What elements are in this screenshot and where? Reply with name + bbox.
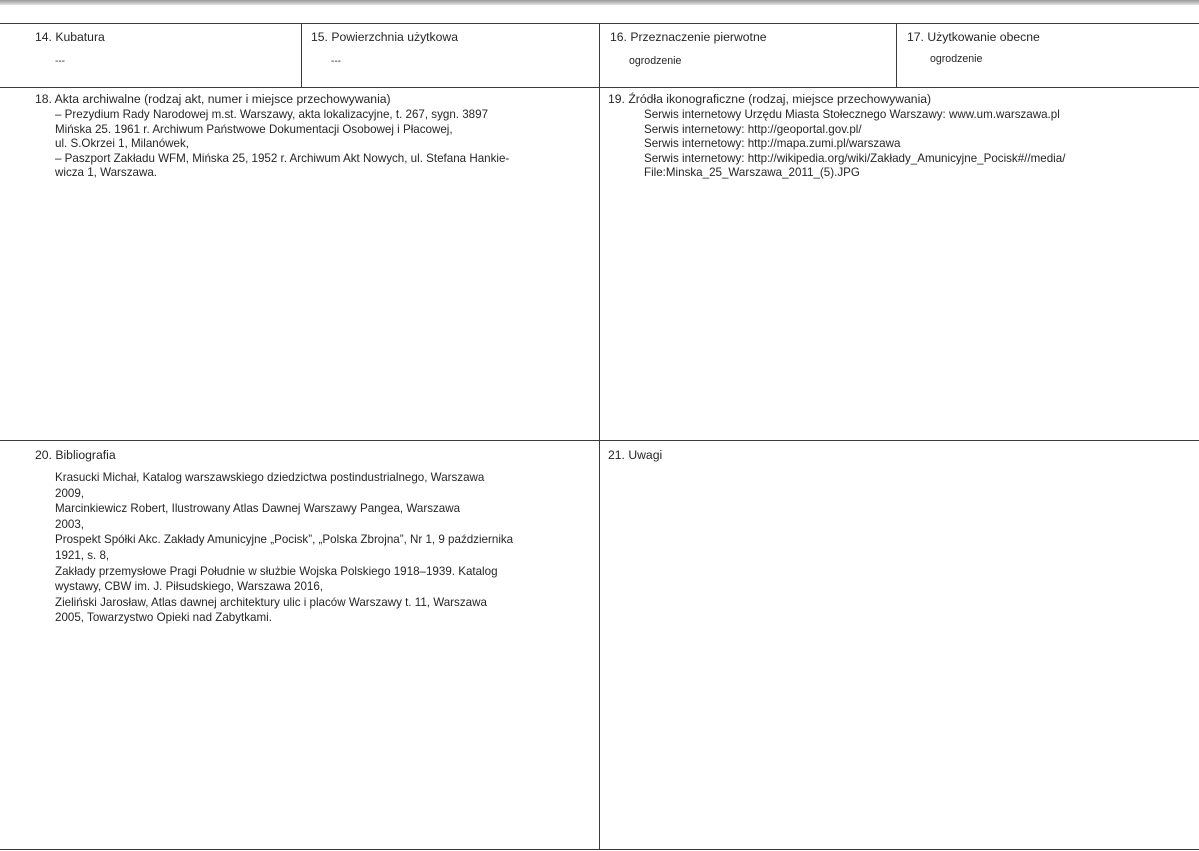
zrodla-line: File:Minska_25_Warszawa_2011_(5).JPG <box>644 166 860 180</box>
field-akta-archiwalne <box>0 88 599 440</box>
zrodla-line: Serwis internetowy: http://geoportal.gov.pl/ <box>644 122 862 136</box>
field-bibliografia-text <box>55 470 513 626</box>
bibliografia-line: Zieliński Jarosław, Atlas dawnej architektury ulic i placów Warszawy t. 11, Warszawa <box>55 595 487 609</box>
akta-line: ul. S.Okrzei 1, Milanówek, <box>55 137 190 151</box>
bibliografia-line: Marcinkiewicz Robert, Ilustrowany Atlas Dawnej Warszawy Pangea, Warszawa <box>55 502 461 516</box>
field-powierzchnia-label: 15. Powierzchnia użytkowa <box>311 30 458 44</box>
field-kubatura-label: 14. Kubatura <box>35 30 105 44</box>
akta-line: wicza 1, Warszawa. <box>55 166 158 180</box>
bibliografia-line: 2005, Towarzystwo Opieki nad Zabytkami. <box>55 611 272 625</box>
field-akta-text <box>55 108 509 181</box>
bibliografia-line: 1921, s. 8, <box>55 548 110 562</box>
zrodla-line: Serwis internetowy Urzędu Miasta Stołecznego Warszawy: www.um.warszawa.pl <box>644 108 1060 121</box>
akta-line: – Paszport Zakładu WFM, Mińska 25, 1952 r. Archiwum Akt Nowych, ul. Stefana Hankie- <box>55 151 510 165</box>
field-zrodla-ikonograficzne <box>600 88 1199 440</box>
field-bibliografia <box>0 441 599 849</box>
field-powierzchnia <box>302 24 599 87</box>
akta-line: Mińska 25. 1961 r. Archiwum Państwowe Dokumentacji Osobowej i Płacowej, <box>55 122 453 136</box>
akta-line: – Prezydium Rady Narodowej m.st. Warszawy, akta lokalizacyjne, t. 267, sygn. 3897 <box>55 108 489 121</box>
zrodla-line: Serwis internetowy: http://mapa.zumi.pl/warszawa <box>644 137 901 151</box>
field-zrodla-text <box>644 108 1065 181</box>
field-uwagi-label: 21. Uwagi <box>608 448 663 462</box>
bibliografia-line: 2009, <box>55 486 85 500</box>
field-akta-label: 18. Akta archiwalne (rodzaj akt, numer i miejsce przechowywania) <box>35 92 391 106</box>
field-uzytkowanie <box>897 24 1199 87</box>
field-uzytkowanie-label: 17. Użytkowanie obecne <box>907 30 1040 44</box>
bibliografia-line: Krasucki Michał, Katalog warszawskiego dziedzictwa postindustrialnego, Warszawa <box>55 471 485 484</box>
field-przeznaczenie <box>600 24 896 87</box>
zrodla-line: Serwis internetowy: http://wikipedia.org/wiki/Zakłady_Amunicyjne_Pocisk#//media/ <box>644 151 1066 165</box>
field-uzytkowanie-value: ogrodzenie <box>930 53 983 65</box>
field-bibliografia-label: 20. Bibliografia <box>35 448 116 462</box>
field-kubatura-value: --- <box>55 56 65 67</box>
bibliografia-line: wystawy, CBW im. J. Piłsudskiego, Warszawa 2016, <box>55 580 324 594</box>
field-powierzchnia-value: --- <box>331 56 341 67</box>
bibliografia-line: Prospekt Spółki Akc. Zakłady Amunicyjne „Pocisk”, „Polska Zbrojna”, Nr 1, 9 października <box>55 533 514 547</box>
field-przeznaczenie-label: 16. Przeznaczenie pierwotne <box>610 30 767 44</box>
bibliografia-line: Zakłady przemysłowe Pragi Południe w służbie Wojska Polskiego 1918–1939. Katalog <box>55 564 498 578</box>
field-uwagi <box>600 441 1199 849</box>
field-kubatura <box>0 24 301 87</box>
field-przeznaczenie-value: ogrodzenie <box>629 55 682 67</box>
field-zrodla-label: 19. Źródła ikonograficzne (rodzaj, miejsce przechowywania) <box>608 92 932 106</box>
bibliografia-line: 2003, <box>55 517 85 531</box>
